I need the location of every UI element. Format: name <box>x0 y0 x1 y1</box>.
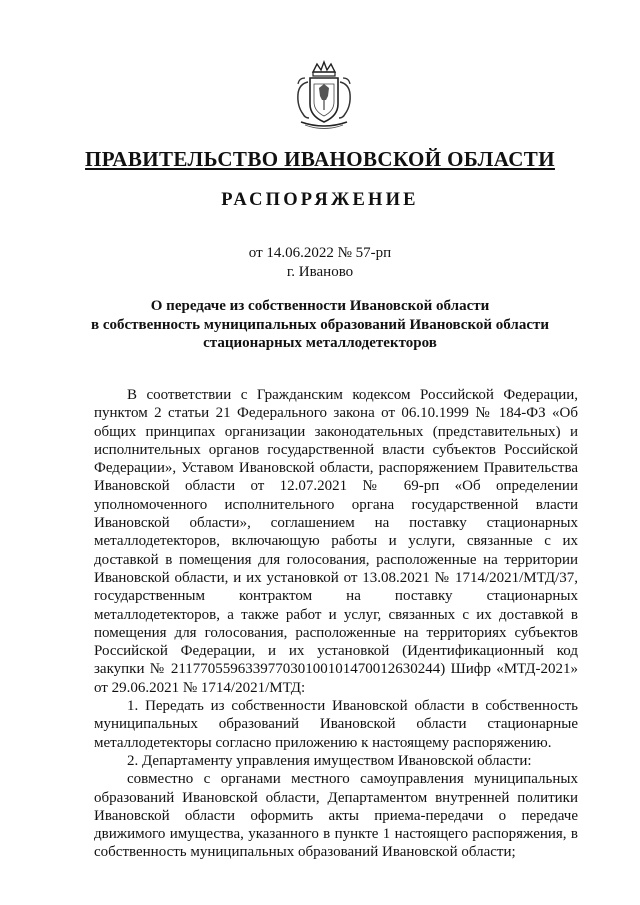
item-2-paragraph: 2. Департаменту управления имуществом Ивановской области: <box>127 752 532 769</box>
subject-line: в собственность муниципальных образований Ивановской области <box>90 316 549 333</box>
item-2-subparagraph: совместно с органами местного самоуправления муниципальных образований Ивановской области, Департаментом внутренней политики Ивановской области оформить акты приема-передачи о передаче движимого имущества, указанного в пункте 1 настоящего распоряжения, в собственность муниципальных образований Ивановской области; <box>94 771 578 861</box>
document-date-number: от 14.06.2022 № 57-рп <box>248 245 392 261</box>
government-title: ПРАВИТЕЛЬСТВО ИВАНОВСКОЙ ОБЛАСТИ <box>85 147 555 171</box>
document-city: г. Иваново <box>286 264 354 280</box>
document-subject <box>70 297 570 353</box>
preamble-paragraph: В соответствии с Гражданским кодексом Российской Федерации, пунктом 2 статьи 21 Федерального закона от 06.10.1999 № 184-ФЗ «Об общих принципах организации законодательных (представительных) и исполнительных органов государственной власти субъектов Российской Федерации», Уставом Ивановской области, распоряжением Правительства Ивановской области от 12.07.2021 № 69-рп «Об определении уполномоченного исполнительного органа государственной власти Ивановской области», соглашением на поставку стационарных металлодетекторов, включающую работы и услуги, связанные с их доставкой в помещения для голосования, расположенные на территории Ивановской области, и их установкой от 13.08.2021 № 1714/2021/МТД/37, государственным контрактом на поставку стационарных металлодетекторов, а также работ и услуг, связанных с их доставкой в помещения для голосования, расположенные на территориях субъектов Российской Федерации, и их установкой (Идентификационный код закупки № 211770559633977030100101470012630244) Шифр «МТД-2021» от 29.06.2021 № 1714/2021/МТД: <box>94 387 578 696</box>
document-body <box>94 386 578 862</box>
document-type: РАСПОРЯЖЕНИЕ <box>221 190 419 210</box>
ivanovo-coat-of-arms-icon <box>293 60 355 130</box>
item-1-paragraph: 1. Передать из собственности Ивановской области в собственность муниципальных образований Ивановской области стационарные металлодетекторы согласно приложению к настоящему распоряжению. <box>94 698 578 751</box>
subject-line: стационарных металлодетекторов <box>203 335 437 351</box>
subject-line: О передаче из собственности Ивановской области <box>150 298 490 314</box>
